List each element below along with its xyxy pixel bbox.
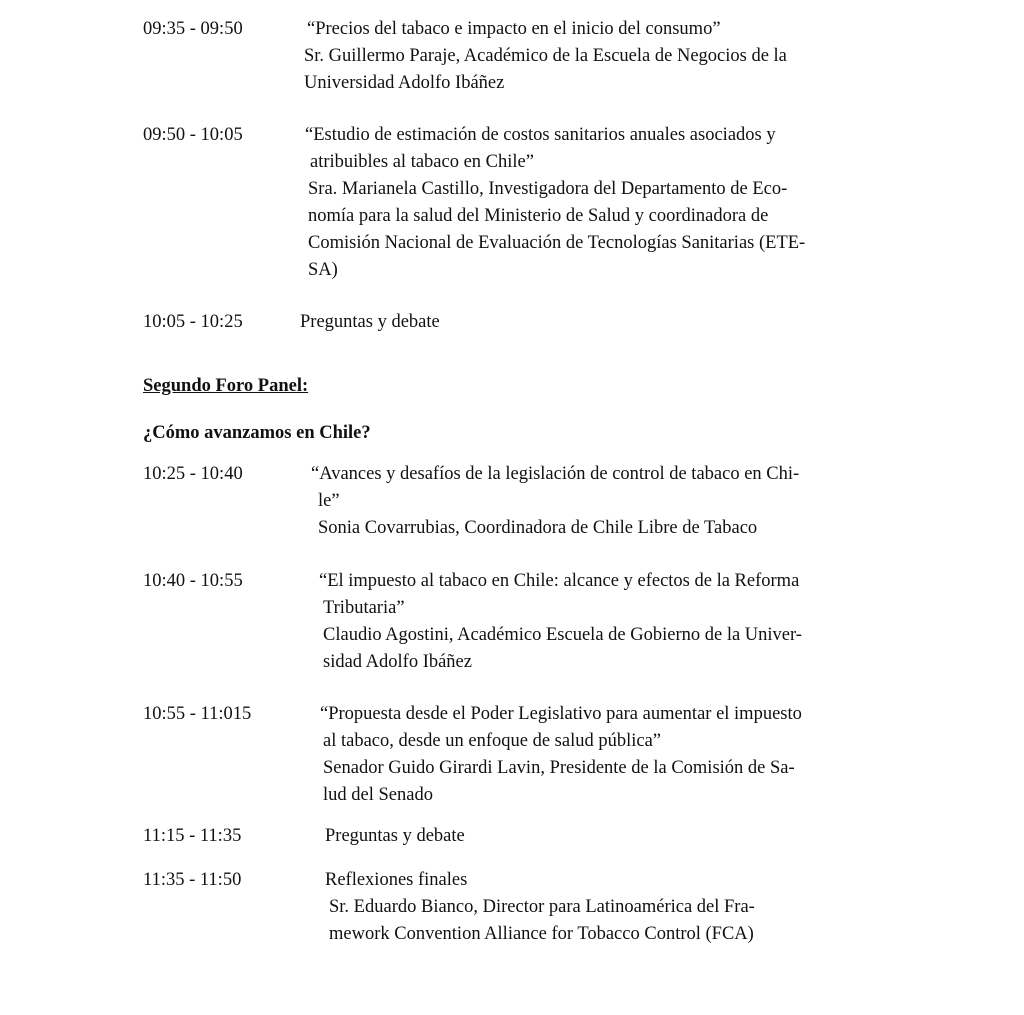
session-time: 09:50 - 10:05 — [143, 125, 243, 145]
session-time: 10:25 - 10:40 — [143, 464, 243, 484]
session-speaker: Sr. Eduardo Bianco, Director para Latinoamérica del Fra- — [329, 897, 755, 917]
session-speaker: Claudio Agostini, Académico Escuela de Gobierno de la Univer- — [323, 625, 802, 645]
session-speaker: mework Convention Alliance for Tobacco Control (FCA) — [329, 924, 754, 944]
session-speaker: lud del Senado — [323, 785, 433, 805]
session-speaker: sidad Adolfo Ibáñez — [323, 652, 472, 672]
session-speaker: Sr. Guillermo Paraje, Académico de la Escuela de Negocios de la — [304, 46, 787, 66]
session-title: “Precios del tabaco e impacto en el inicio del consumo” — [307, 19, 721, 39]
session-speaker: Sonia Covarrubias, Coordinadora de Chile Libre de Tabaco — [318, 518, 758, 538]
session-speaker: Universidad Adolfo Ibáñez — [304, 73, 505, 93]
session-time: 10:55 - 11:015 — [143, 704, 252, 724]
session-speaker: Comisión Nacional de Evaluación de Tecnologías Sanitarias (ETE- — [308, 233, 806, 253]
session-title: Reflexiones finales — [325, 870, 468, 890]
session-time: 11:15 - 11:35 — [143, 826, 242, 846]
panel-heading: Segundo Foro Panel: — [143, 376, 309, 396]
session-time: 09:35 - 09:50 — [143, 19, 243, 39]
session-speaker: Sra. Marianela Castillo, Investigadora del Departamento de Eco- — [308, 179, 788, 199]
session-title: “El impuesto al tabaco en Chile: alcance y efectos de la Reforma — [319, 571, 800, 591]
session-title: le” — [318, 491, 340, 511]
session-speaker: SA) — [308, 260, 338, 280]
session-time: 11:35 - 11:50 — [143, 870, 242, 890]
session-speaker: Senador Guido Girardi Lavin, Presidente de la Comisión de Sa- — [323, 758, 795, 778]
session-time: 10:40 - 10:55 — [143, 571, 243, 591]
session-title: “Avances y desafíos de la legislación de control de tabaco en Chi- — [311, 464, 800, 484]
session-title: “Propuesta desde el Poder Legislativo para aumentar el impuesto — [320, 704, 802, 724]
session-time: 10:05 - 10:25 — [143, 312, 243, 332]
panel-subheading: ¿Cómo avanzamos en Chile? — [143, 423, 371, 443]
session-title: Preguntas y debate — [325, 826, 465, 846]
session-title: “Estudio de estimación de costos sanitarios anuales asociados y — [305, 125, 776, 145]
session-title: al tabaco, desde un enfoque de salud pública” — [323, 731, 662, 751]
session-speaker: nomía para la salud del Ministerio de Salud y coordinadora de — [308, 206, 769, 226]
session-title: Preguntas y debate — [300, 312, 440, 332]
session-title: atribuibles al tabaco en Chile” — [310, 152, 534, 172]
session-title: Tributaria” — [323, 598, 405, 618]
